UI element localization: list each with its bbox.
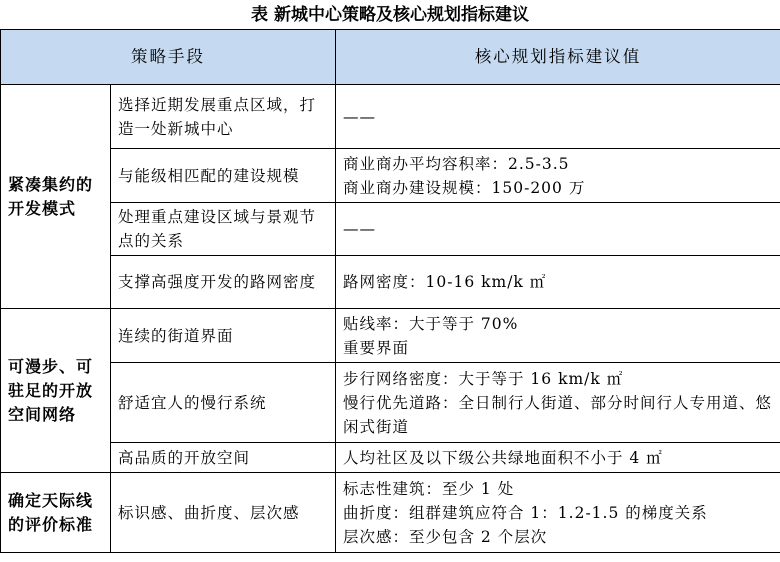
indicator-line: 路网密度：10-16 km/k ㎡ <box>343 273 547 291</box>
indicator-line: —— <box>343 220 376 238</box>
header-row <box>1 30 780 85</box>
indicator-cell <box>336 85 780 149</box>
indicator-line: 人均社区及以下级公共绿地面积不小于 4 ㎡ <box>343 448 663 467</box>
indicator-cell <box>336 363 780 443</box>
category-cell: 紧凑集约的开发模式 <box>1 85 111 309</box>
indicator-cell <box>336 149 780 203</box>
table-title: 表 新城中心策略及核心规划指标建议 <box>251 5 529 25</box>
table-row <box>1 443 780 473</box>
indicator-line: —— <box>343 107 376 126</box>
indicator-line: 贴线率：大于等于 70% <box>343 314 519 333</box>
indicator-line: 慢行优先道路：全日制行人街道、部分时间行人专用道、悠闲式街道 <box>343 393 773 436</box>
indicator-line: 重要界面 <box>343 338 410 357</box>
indicator-cell <box>336 203 780 256</box>
method-cell: 舒适宜人的慢行系统 <box>111 363 336 443</box>
indicator-line: 层次感：至少包含 2 个层次 <box>343 527 548 546</box>
indicator-line: 商业商办建设规模：150-200 万 <box>343 178 586 197</box>
strategy-indicator-table <box>0 29 780 553</box>
table-row <box>1 203 780 256</box>
category-cell: 确定天际线的评价标准 <box>1 473 111 553</box>
table-row <box>1 85 780 149</box>
indicator-cell <box>336 473 780 553</box>
header-indicator: 核心规划指标建议值 <box>336 30 780 85</box>
indicator-cell <box>336 443 780 473</box>
indicator-cell <box>336 256 780 309</box>
table-row <box>1 473 780 553</box>
table-row <box>1 149 780 203</box>
method-cell: 处理重点建设区域与景观节点的关系 <box>111 203 336 256</box>
method-cell: 选择近期发展重点区域，打造一处新城中心 <box>111 85 336 149</box>
table-row <box>1 256 780 309</box>
method-cell: 标识感、曲折度、层次感 <box>111 473 336 553</box>
indicator-line: 标志性建筑：至少 1 处 <box>343 479 515 498</box>
indicator-line: 商业商办平均容积率：2.5-3.5 <box>343 154 570 173</box>
method-cell: 高品质的开放空间 <box>111 443 336 473</box>
method-cell: 支撑高强度开发的路网密度 <box>111 256 336 309</box>
header-strategy: 策略手段 <box>1 30 336 85</box>
table-row <box>1 363 780 443</box>
method-cell: 连续的街道界面 <box>111 309 336 363</box>
indicator-cell <box>336 309 780 363</box>
indicator-line: 步行网络密度：大于等于 16 km/k ㎡ <box>343 369 624 388</box>
table-row <box>1 309 780 363</box>
method-cell: 与能级相匹配的建设规模 <box>111 149 336 203</box>
indicator-line: 曲折度：组群建筑应符合 1：1.2-1.5 的梯度关系 <box>343 503 708 522</box>
category-cell: 可漫步、可驻足的开放空间网络 <box>1 309 111 473</box>
